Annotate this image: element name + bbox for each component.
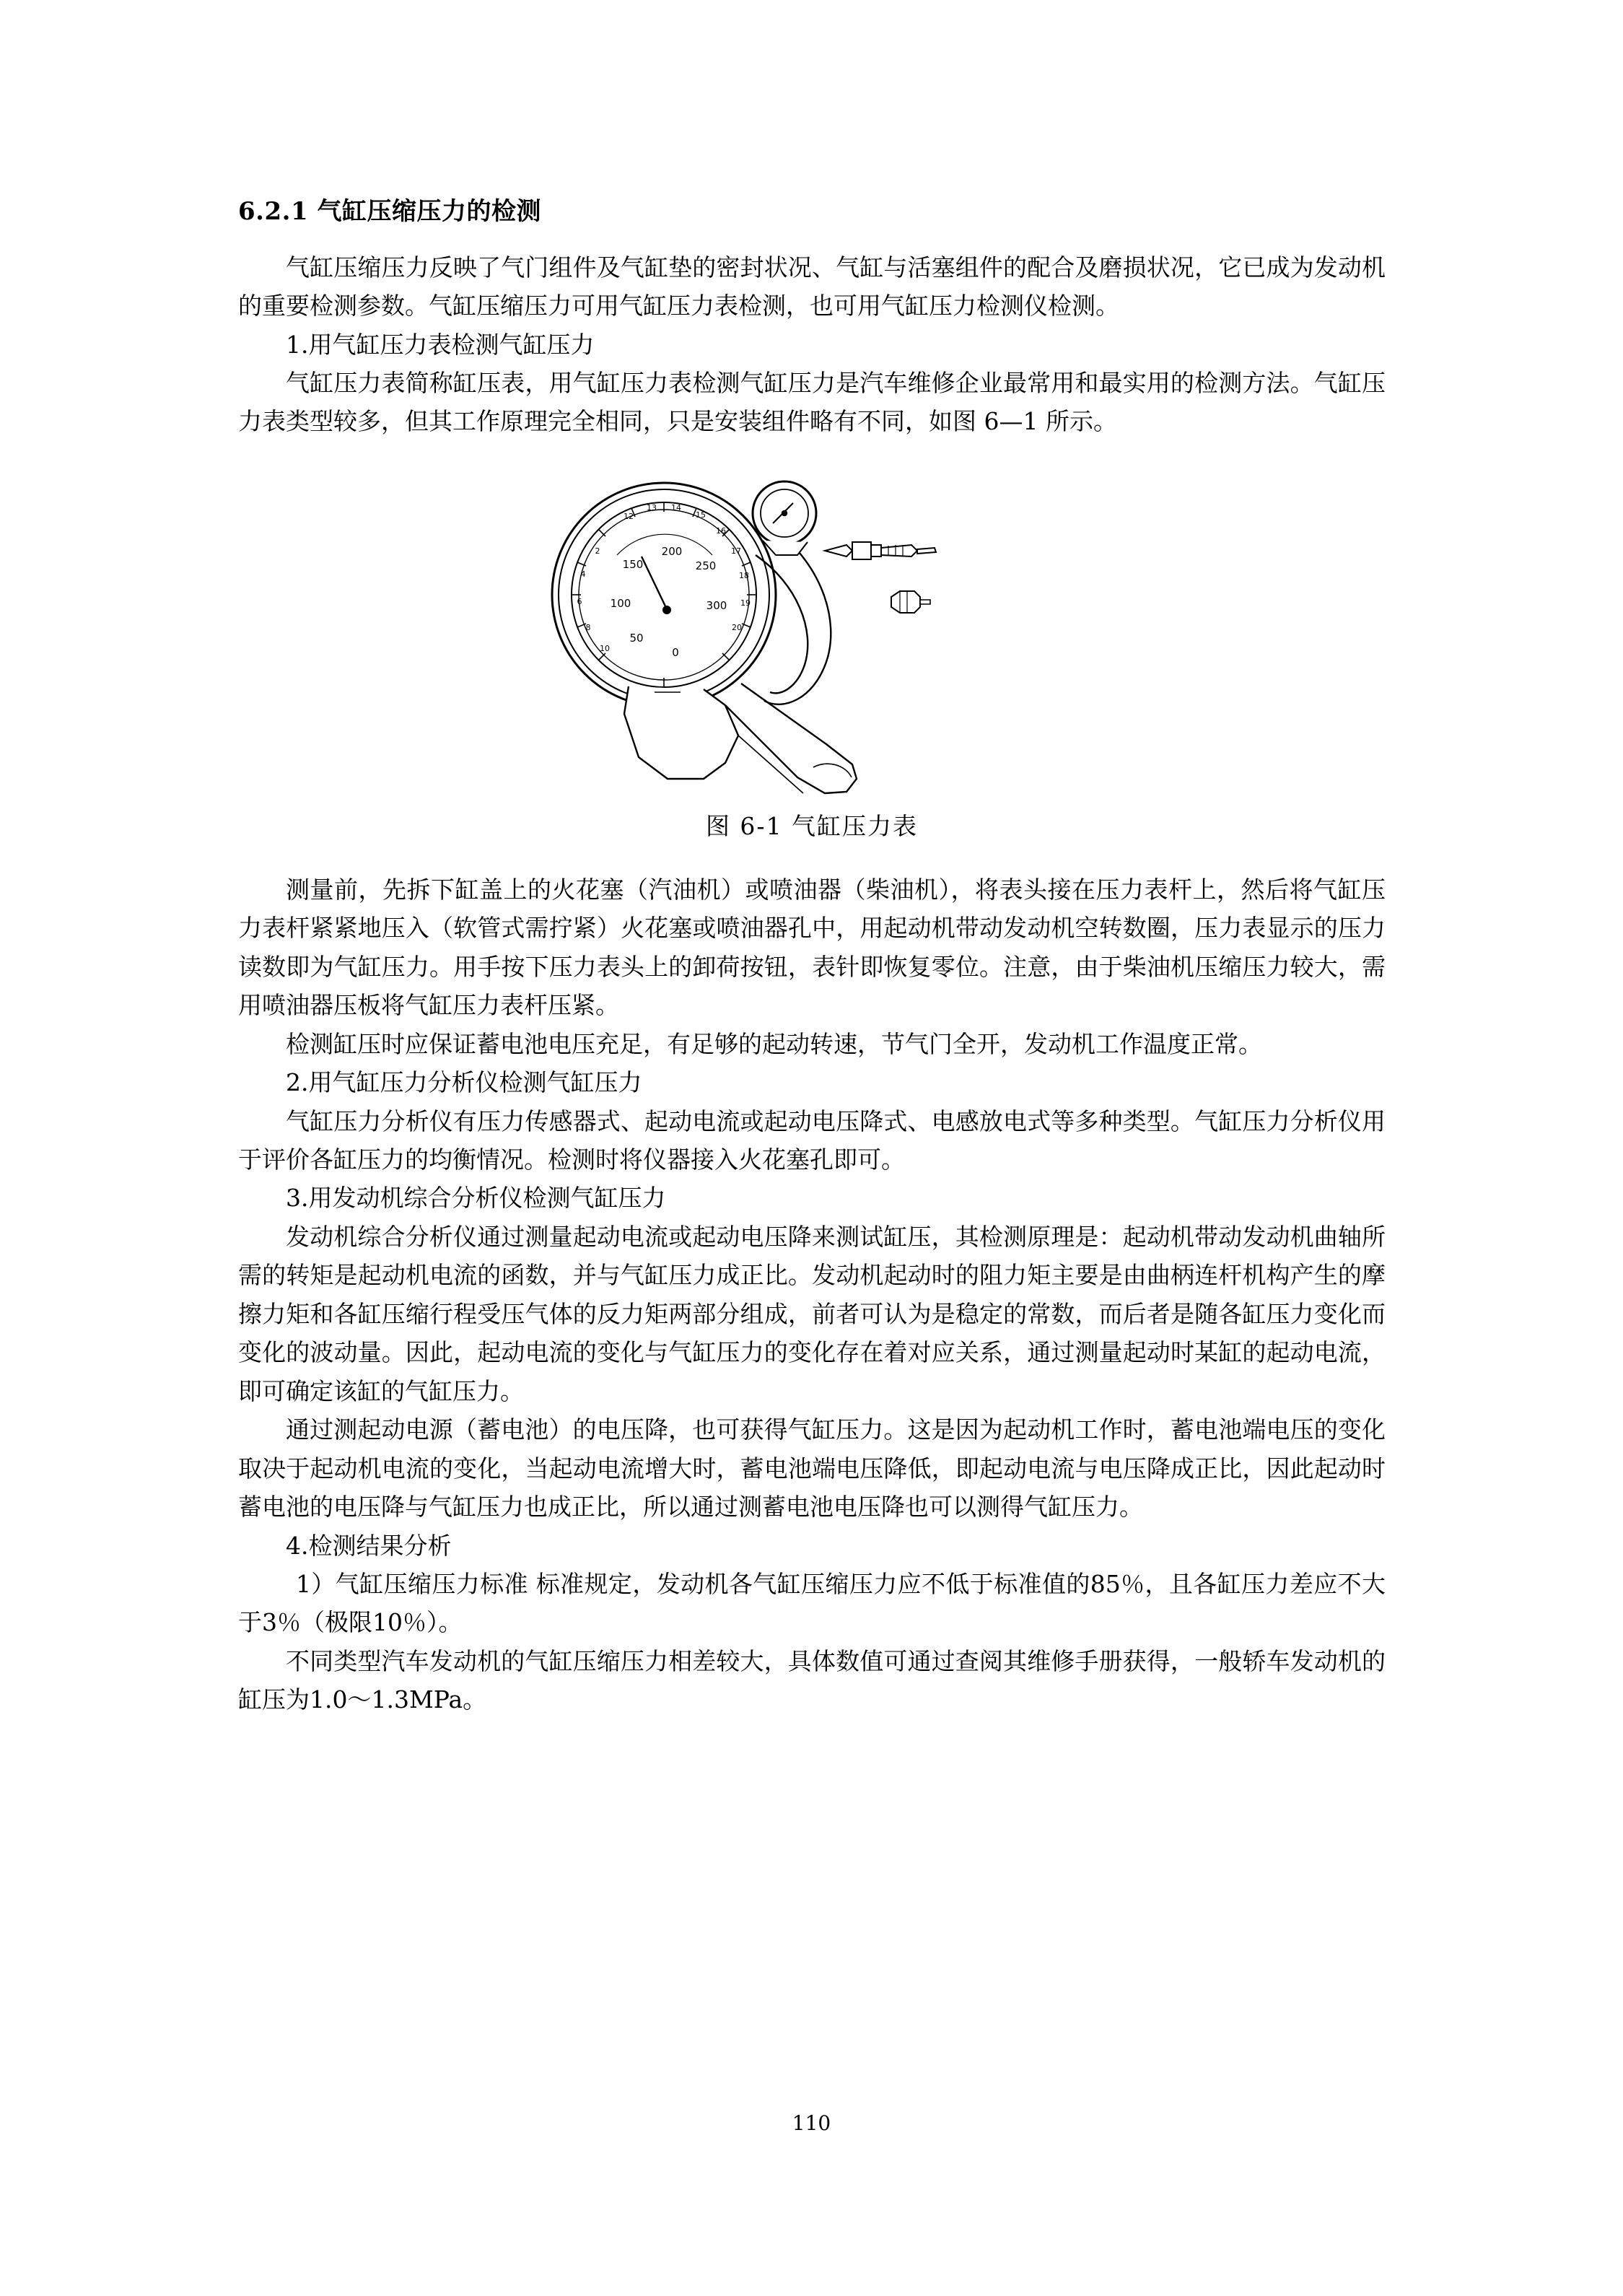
svg-text:4: 4 bbox=[580, 569, 586, 579]
svg-text:150: 150 bbox=[622, 557, 644, 571]
paragraph-1: 气缸压缩压力反映了气门组件及气缸垫的密封状况、气缸与活塞组件的配合及磨损状况，它已成为发动机的重要检测参数。气缸压缩压力可用气缸压力表检测，也可用气缸压力检测仪检测。 bbox=[238, 253, 1386, 320]
paragraph-7: 气缸压力分析仪有压力传感器式、起动电流或起动电压降式、电感放电式等多种类型。气缸压力分析仪用于评价各缸压力的均衡情况。检测时将仪器接入火花塞孔即可。 bbox=[238, 1106, 1386, 1174]
section-heading: 6.2.1 气缸压缩压力的检测 bbox=[238, 197, 541, 226]
paragraph-5: 检测缸压时应保证蓄电池电压充足，有足够的起动转速，节气门全开，发动机工作温度正常。 bbox=[286, 1029, 1262, 1058]
svg-text:20: 20 bbox=[732, 622, 742, 632]
svg-text:15: 15 bbox=[696, 510, 706, 520]
paragraph-8: 3.用发动机综合分析仪检测气缸压力 bbox=[286, 1184, 666, 1213]
svg-text:250: 250 bbox=[695, 559, 717, 572]
paragraph-2: 1.用气缸压力表检测气缸压力 bbox=[286, 330, 595, 359]
svg-text:50: 50 bbox=[629, 631, 644, 645]
paragraph-9: 发动机综合分析仪通过测量起动电流或起动电压降来测试缸压，其检测原理是：起动机带动发动机曲轴所需的转矩是起动机电流的函数，并与气缸压力成正比。发动机起动时的阻力矩主要是由曲柄连杆机构产生的摩擦力矩和各缸压缩行程受压气体的反力矩两部分组成，前者可认为是稳定的常数，而后者是随各缸压力变化而变化的波动量。因此，起动电流的变化与气缸压力的变化存在着对应关系，通过测量起动时某缸的起动电流，即可确定该缸的气缸压力。 bbox=[238, 1222, 1386, 1405]
svg-text:0: 0 bbox=[672, 645, 679, 659]
page-content bbox=[238, 195, 1386, 1719]
paragraph-10: 通过测起动电源（蓄电池）的电压降，也可获得气缸压力。这是因为起动机工作时，蓄电池端电压的变化取决于起动机电流的变化，当起动电流增大时，蓄电池端电压降低，即起动电流与电压降成正比，因此起动时蓄电池的电压降与气缸压力也成正比，所以通过测蓄电池电压降也可以测得气缸压力。 bbox=[238, 1415, 1386, 1522]
svg-text:200: 200 bbox=[661, 544, 683, 558]
svg-text:2: 2 bbox=[595, 546, 600, 556]
svg-text:18: 18 bbox=[739, 570, 749, 580]
figure-caption: 图 6-1 气缸压力表 bbox=[705, 811, 919, 840]
page-number: 110 bbox=[792, 2111, 831, 2135]
svg-text:12: 12 bbox=[624, 511, 634, 521]
figure-cylinder-pressure-gauge bbox=[238, 476, 1386, 800]
svg-text:6: 6 bbox=[577, 596, 582, 606]
paragraph-6: 2.用气缸压力分析仪检测气缸压力 bbox=[286, 1068, 642, 1097]
svg-text:16: 16 bbox=[716, 525, 726, 536]
svg-text:13: 13 bbox=[647, 502, 657, 512]
paragraph-12: 1）气缸压缩压力标准 标准规定，发动机各气缸压缩压力应不低于标准值的85％，且各缸压力差应不大于3％（极限10％）。 bbox=[238, 1570, 1386, 1637]
paragraph-13: 不同类型汽车发动机的气缸压缩压力相差较大，具体数值可通过查阅其维修手册获得，一般轿车发动机的缸压为1.0～1.3MPa。 bbox=[238, 1646, 1386, 1714]
svg-text:14: 14 bbox=[671, 502, 681, 512]
paragraph-3: 气缸压力表简称缸压表，用气缸压力表检测气缸压力是汽车维修企业最常用和最实用的检测方法。气缸压力表类型较多，但其工作原理完全相同，只是安装组件略有不同，如图 6—1 所示。 bbox=[238, 368, 1386, 436]
svg-text:100: 100 bbox=[610, 596, 631, 610]
svg-text:19: 19 bbox=[740, 598, 751, 608]
svg-text:8: 8 bbox=[585, 622, 591, 632]
paragraph-11: 4.检测结果分析 bbox=[286, 1531, 452, 1560]
svg-text:300: 300 bbox=[706, 598, 727, 612]
svg-text:17: 17 bbox=[731, 546, 741, 556]
svg-text:10: 10 bbox=[600, 643, 610, 653]
paragraph-4: 测量前，先拆下缸盖上的火花塞（汽油机）或喷油器（柴油机），将表头接在压力表杆上，然后将气缸压力表杆紧紧地压入（软管式需拧紧）火花塞或喷油器孔中，用起动机带动发动机空转数圈，压力表显示的压力读数即为气缸压力。用手按下压力表头上的卸荷按钮，表针即恢复零位。注意，由于柴油机压缩压力较大，需用喷油器压板将气缸压力表杆压紧。 bbox=[238, 875, 1386, 1020]
